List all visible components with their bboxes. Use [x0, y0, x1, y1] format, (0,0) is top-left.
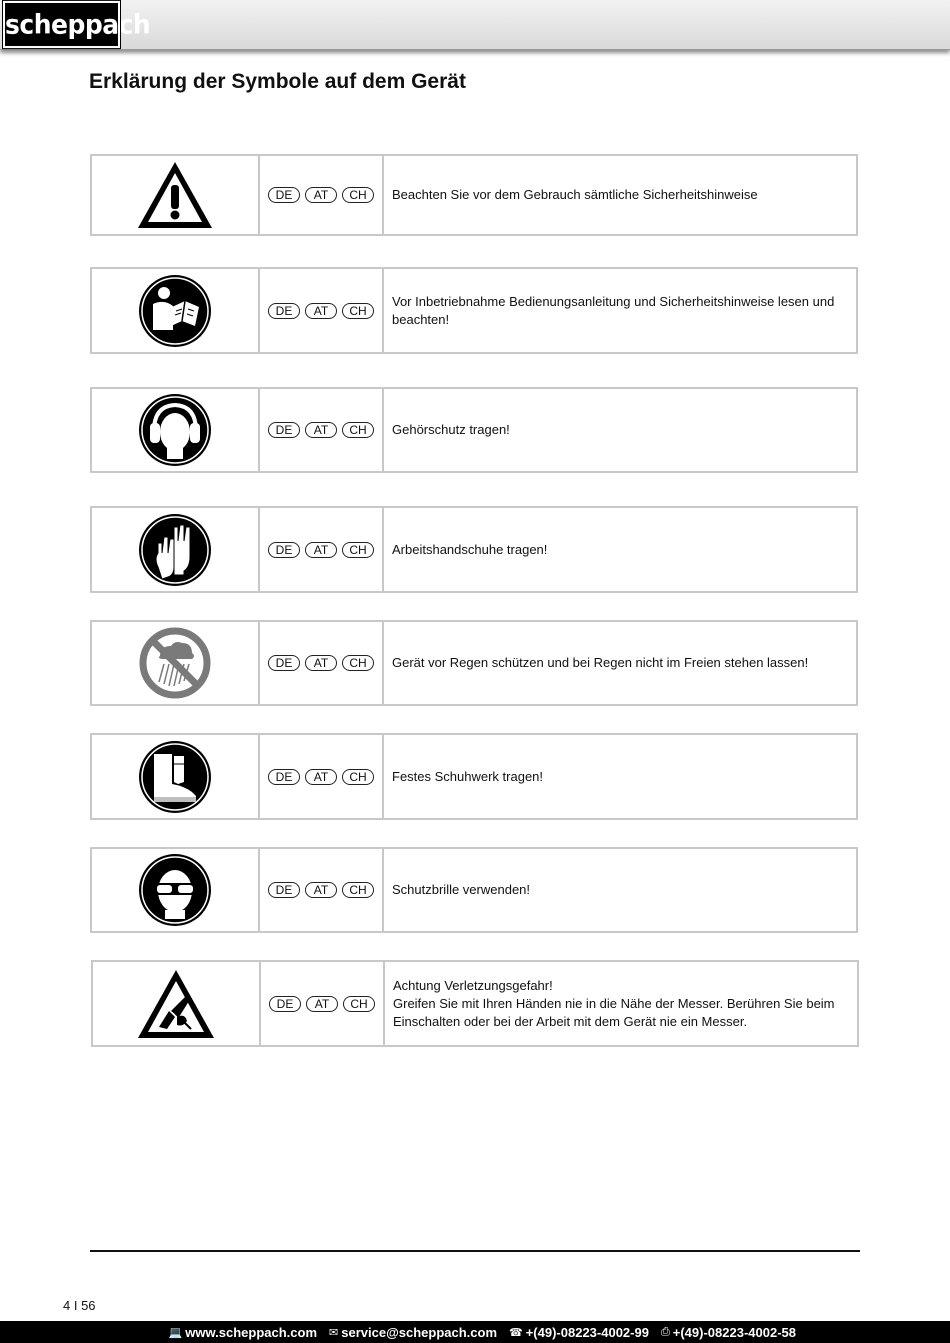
symbol-row-ear-protection	[90, 387, 858, 473]
header-bar	[0, 0, 950, 50]
lang-badge-ch: CH	[342, 655, 374, 671]
footer-bar	[0, 1321, 950, 1343]
cutting-hazard-icon	[135, 967, 217, 1041]
symbol-description: Festes Schuhwerk tragen!	[392, 768, 544, 784]
lang-badge-ch: CH	[342, 542, 374, 558]
footer-website[interactable]	[169, 1325, 317, 1340]
lang-badge-de: DE	[268, 655, 300, 671]
no-rain-icon	[138, 626, 212, 700]
language-badges	[260, 156, 384, 234]
symbol-description: Gehörschutz tragen!	[392, 422, 510, 437]
lang-badge-at: AT	[305, 422, 337, 438]
footer-fax	[661, 1325, 796, 1340]
symbol-row-safety-goggles	[90, 847, 858, 933]
lang-badge-at: AT	[305, 655, 337, 671]
symbol-row-no-rain	[90, 620, 858, 706]
symbol-row-safety-gloves	[90, 506, 858, 593]
fax-icon: ⎙	[660, 1325, 670, 1338]
footer-rule	[90, 1250, 860, 1252]
language-badges	[260, 269, 384, 352]
lang-badge-de: DE	[268, 303, 300, 319]
symbol-description: Arbeitshandschuhe tragen!	[392, 541, 548, 557]
lang-badge-ch: CH	[342, 187, 374, 203]
telephone-icon: ☎	[509, 1326, 523, 1339]
lang-badge-de: DE	[269, 996, 301, 1012]
language-badges	[260, 508, 384, 591]
safety-goggles-icon	[138, 853, 212, 927]
email-link[interactable]: service@scheppach.com	[341, 1324, 498, 1340]
page-title: Erklärung der Symbole auf dem Gerät	[89, 70, 466, 93]
language-badges	[260, 389, 384, 471]
website-link[interactable]: www.scheppach.com	[185, 1324, 318, 1340]
language-badges	[260, 849, 384, 931]
ear-protection-icon	[138, 393, 212, 467]
lang-badge-at: AT	[305, 769, 337, 785]
lang-badge-ch: CH	[343, 996, 375, 1012]
page-number: 4 I 56	[63, 1298, 96, 1313]
language-badges	[261, 962, 385, 1045]
symbol-row-read-manual	[90, 267, 858, 354]
phone-number: +(49)-08223-4002-99	[525, 1324, 649, 1340]
scheppach-logo: scheppach	[3, 1, 120, 48]
lang-badge-at: AT	[305, 187, 337, 203]
safety-boots-icon	[138, 740, 212, 814]
safety-gloves-icon	[138, 513, 212, 587]
read-manual-icon	[138, 274, 212, 348]
language-badges	[260, 735, 384, 818]
warning-headline: Achtung Verletzungsgefahr!	[393, 977, 553, 993]
lang-badge-ch: CH	[342, 303, 374, 319]
computer-icon: 💻	[168, 1326, 183, 1339]
symbol-description: Schutzbrille verwenden!	[392, 882, 531, 897]
symbol-description: Vor Inbetriebnahme Bedienungsanleitung und Sicherheitshinweise lesen und beachten!	[392, 293, 835, 327]
footer-phone	[509, 1325, 649, 1340]
mail-icon: ✉	[329, 1326, 339, 1339]
symbol-row-safety-boots	[90, 733, 858, 820]
symbol-description	[393, 977, 837, 1031]
lang-badge-de: DE	[268, 422, 300, 438]
lang-badge-at: AT	[306, 996, 338, 1012]
warning-triangle-icon	[135, 159, 215, 231]
lang-badge-at: AT	[305, 542, 337, 558]
lang-badge-ch: CH	[342, 769, 374, 785]
language-badges	[260, 622, 384, 704]
symbol-description: Gerät vor Regen schützen und bei Regen nicht im Freien stehen lassen!	[392, 655, 809, 670]
lang-badge-de: DE	[268, 769, 300, 785]
symbol-description: Beachten Sie vor dem Gebrauch sämtliche Sicherheitshinweise	[392, 187, 758, 202]
lang-badge-ch: CH	[342, 882, 374, 898]
fax-number: +(49)-08223-4002-58	[672, 1324, 796, 1340]
symbol-row-general-warning	[90, 154, 858, 236]
lang-badge-de: DE	[268, 882, 300, 898]
lang-badge-de: DE	[268, 542, 300, 558]
symbol-row-cutting-hazard	[91, 960, 859, 1047]
warning-detail: Greifen Sie mit Ihren Händen nie in die Nähe der Messer. Berühren Sie beim Einschalten oder bei der Arbeit mit dem Gerät nie ein Messer.	[393, 995, 835, 1029]
lang-badge-ch: CH	[342, 422, 374, 438]
lang-badge-at: AT	[305, 882, 337, 898]
lang-badge-de: DE	[268, 187, 300, 203]
footer-email[interactable]	[329, 1325, 497, 1340]
lang-badge-at: AT	[305, 303, 337, 319]
